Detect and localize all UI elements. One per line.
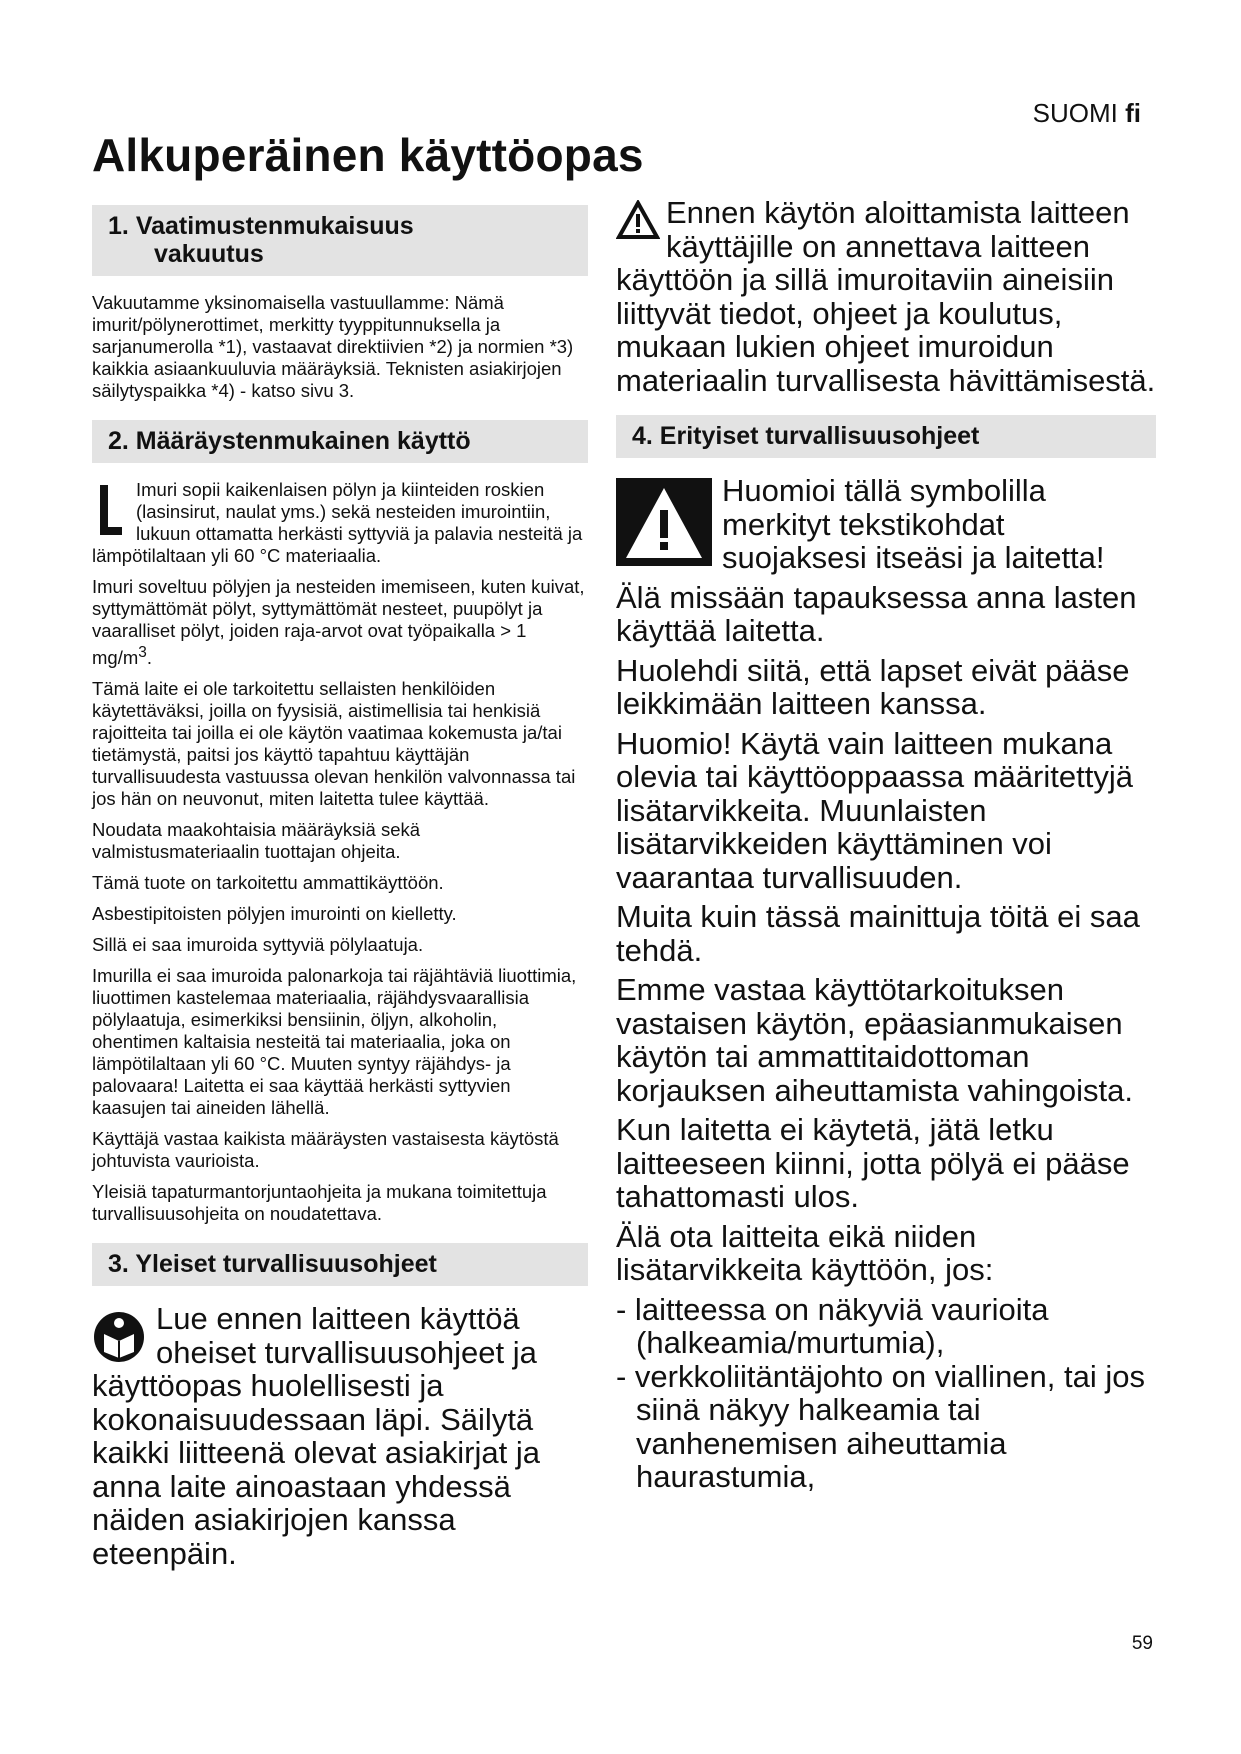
section-2-paragraph-2 bbox=[92, 576, 588, 669]
section-4-list-item: - laitteessa on näkyviä vaurioita (halkeamia/murtumia), bbox=[616, 1291, 1049, 1360]
read-manual-icon bbox=[92, 1308, 146, 1364]
right-intro-block bbox=[616, 196, 1156, 397]
section-2-paragraph-1: Imuri sopii kaikenlaisen pölyn ja kiinteiden roskien (lasinsirut, naulat yms.) sekä nesteiden imurointiin, lukuun ottamatta herkästi syttyviä ja palavia nesteitä ja lämpötilaltaan yli 60 °C materiaalia. bbox=[92, 479, 583, 566]
dropcap-l-icon bbox=[92, 485, 122, 535]
section-4-paragraph-5: Muita kuin tässä mainittuja töitä ei saa tehdä. bbox=[616, 899, 1140, 968]
warning-triangle-icon bbox=[616, 200, 660, 240]
section-2-paragraph-9: Käyttäjä vastaa kaikista määräysten vastaisesta käytöstä johtuvista vaurioista. bbox=[92, 1128, 559, 1172]
language-code: fi bbox=[1125, 98, 1141, 128]
section-1-title-line2: vakuutus bbox=[154, 240, 264, 268]
page-number: 59 bbox=[1131, 1633, 1153, 1654]
section-2-paragraph-5: Tämä tuote on tarkoitettu ammattikäyttöön. bbox=[92, 872, 444, 894]
language-label bbox=[1033, 98, 1141, 129]
section-4-paragraph-2: Älä missään tapauksessa anna lasten käyttää laitetta. bbox=[616, 579, 1137, 648]
section-3-heading: 3. Yleiset turvallisuusohjeet bbox=[92, 1243, 588, 1286]
section-4 bbox=[616, 415, 1156, 1494]
section-2-paragraph-8: Imurilla ei saa imuroida palonarkoja tai räjähtäviä liuottimia, liuottimen kastelemaa materiaalia, räjähdysvaarallisia pölylaatuja, esimerkiksi bensiinin, öljyn, alkoholin, ohentimen kaltaisia nesteitä tai materiaalia, joka on lämpötilaltaan yli 60 °C. Muuten syntyy räjähdys- ja palovaara! Laitetta ei saa käyttää herkästi syttyvien kaasujen tai aineiden lähellä. bbox=[92, 965, 577, 1119]
section-4-paragraph-6: Emme vastaa käyttötarkoituksen vastaisen käytön, epäasianmukaisen käytön tai ammattitaidottoman korjauksen aiheuttamista vahingoista. bbox=[616, 972, 1133, 1108]
section-4-paragraph-1: Huomioi tällä symbolilla merkityt tekstikohdat suojaksesi itseäsi ja laitetta! bbox=[722, 473, 1105, 575]
section-4-paragraph-3: Huolehdi siitä, että lapset eivät pääse leikkimään laitteen kanssa. bbox=[616, 652, 1130, 721]
section-2-paragraph-3: Tämä laite ei ole tarkoitettu sellaisten henkilöiden käytettäväksi, joilla on fyysisiä, aistimellisia tai henkisiä rajoitteita tai joilla ei ole käytön vaatimaa kokemusta ja/tai tietämystä, paitsi jos käyttö tapahtuu käyttäjän turvallisuudesta vastuussa olevan henkilön valvonnassa tai jos hän on neuvonut, miten laitetta tulee käyttää. bbox=[92, 678, 576, 810]
section-4-list-item: - verkkoliitäntäjohto on viallinen, tai jos siinä näkyy halkeamia tai vanhenemisen aiheuttamia haurastumia, bbox=[616, 1358, 1145, 1494]
section-1 bbox=[92, 205, 588, 402]
page-title: Alkuperäinen käyttöopas bbox=[92, 129, 644, 181]
section-1-title-line1: Vaatimustenmukaisuus bbox=[135, 212, 414, 240]
section-4-paragraph-4: Huomio! Käytä vain laitteen mukana olevia tai käyttöoppaassa määritettyjä lisätarvikkeita. Muunlaisten lisätarvikkeiden käyttäminen voi vaarantaa turvallisuuden. bbox=[616, 725, 1133, 895]
section-2-paragraph-4: Noudata maakohtaisia määräyksiä sekä valmistusmateriaalin tuottajan ohjeita. bbox=[92, 819, 421, 863]
right-intro-paragraph: Ennen käytön aloittamista laitteen käyttäjille on annettava laitteen käyttöön ja sillä imuroitaviin aineisiin liittyvät tiedot, ohjeet ja koulutus, mukaan lukien ohjeet imuroidun materiaalin turvallisesta hävittämisestä. bbox=[616, 195, 1156, 398]
section-2-heading: 2. Määräystenmukainen käyttö bbox=[92, 420, 588, 463]
section-2-paragraph-6: Asbestipitoisten pölyjen imurointi on kielletty. bbox=[92, 903, 457, 925]
section-2-p2-text: Imuri soveltuu pölyjen ja nesteiden imemiseen, kuten kuivat, syttymättömät pölyt, syttymättömät nesteet, puupölyt ja vaaralliset pölyt, joiden raja-arvot ovat työpaikalla > 1 mg/m bbox=[92, 576, 585, 669]
section-2-p2-end: . bbox=[146, 647, 152, 669]
language-name: SUOMI bbox=[1032, 98, 1118, 128]
section-2 bbox=[92, 420, 588, 1225]
section-1-number: 1. bbox=[108, 212, 129, 240]
left-column bbox=[92, 205, 588, 1588]
warning-triangle-icon bbox=[616, 478, 712, 566]
section-3-paragraph: Lue ennen laitteen käyttöä oheiset turvallisuusohjeet ja käyttöopas huolellisesti ja kokonaisuudessaan läpi. Säilytä kaikki liitteenä olevat asiakirjat ja anna laite ainoastaan yhdessä näiden asiakirjojen kanssa eteenpäin. bbox=[92, 1301, 540, 1571]
section-4-first-wrap bbox=[616, 474, 1156, 575]
section-2-p2-sup: 3 bbox=[138, 644, 147, 661]
section-4-paragraph-7: Kun laitetta ei käytetä, jätä letku laitteeseen kiinni, jotta pölyä ei pääse tahattomasti ulos. bbox=[616, 1112, 1130, 1214]
section-2-paragraph-10: Yleisiä tapaturmantorjuntaohjeita ja mukana toimitettuja turvallisuusohjeita on noudatettava. bbox=[92, 1181, 547, 1225]
section-1-heading bbox=[92, 205, 588, 276]
section-3-body bbox=[92, 1302, 588, 1570]
right-column bbox=[616, 196, 1156, 1512]
section-2-paragraph-7: Sillä ei saa imuroida syttyviä pölylaatuja. bbox=[92, 934, 424, 956]
section-2-first-paragraph-wrap bbox=[92, 479, 588, 567]
section-1-paragraph: Vakuutamme yksinomaisella vastuullamme: Nämä imurit/pölynerottimet, merkitty tyyppitunnuksella ja sarjanumerolla *1), vastaavat direktiivien *2) ja normien *3) kaikkia asiaankuuluvia määräyksiä. Teknisten asiakirjojen säilytyspaikka *4) - katso sivu 3. bbox=[92, 292, 574, 401]
section-4-paragraph-8: Älä ota laitteita eikä niiden lisätarvikkeita käyttöön, jos: bbox=[616, 1218, 994, 1287]
section-4-heading: 4. Erityiset turvallisuusohjeet bbox=[616, 415, 1156, 458]
section-3 bbox=[92, 1243, 588, 1570]
